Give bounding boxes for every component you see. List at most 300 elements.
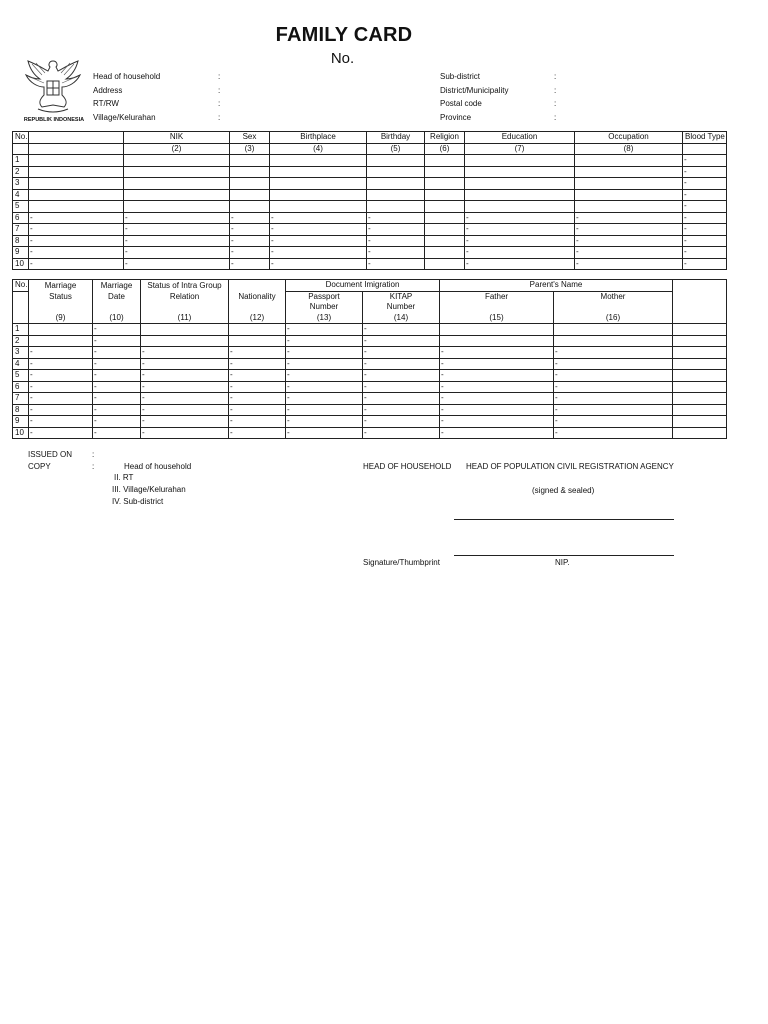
- column-number: (16): [554, 313, 673, 324]
- column-header: Passport: [286, 291, 363, 302]
- table-cell: [141, 324, 229, 336]
- column-header: Birthday: [367, 132, 425, 144]
- table-cell: [673, 393, 727, 405]
- family-status-table: [12, 279, 727, 439]
- table-cell: -: [286, 324, 363, 336]
- table-cell: -: [124, 247, 230, 259]
- table-cell: [465, 166, 575, 178]
- column-number: [683, 143, 727, 155]
- table-cell: -: [29, 370, 93, 382]
- column-header: Marriage: [29, 280, 93, 292]
- table-cell: -: [683, 201, 727, 213]
- column-number: (7): [465, 143, 575, 155]
- table-cell: [673, 358, 727, 370]
- table-row: [13, 416, 727, 428]
- table-cell: [367, 155, 425, 167]
- region-info-colons: [554, 70, 556, 124]
- table-cell: -: [286, 416, 363, 428]
- table-cell: -: [367, 258, 425, 270]
- household-info-labels: [93, 70, 160, 124]
- table-cell: [673, 324, 727, 336]
- table-cell: [575, 155, 683, 167]
- table-cell: -: [363, 358, 440, 370]
- table-cell: -: [575, 235, 683, 247]
- field-label: RT/RW: [93, 99, 119, 108]
- table-cell: [673, 347, 727, 359]
- table-cell: [229, 324, 286, 336]
- table-row: [13, 178, 727, 190]
- table-cell: -: [93, 335, 141, 347]
- table-cell: [29, 302, 93, 313]
- column-header: Marriage: [93, 280, 141, 292]
- table-cell: [673, 404, 727, 416]
- table-cell: [673, 335, 727, 347]
- table-cell: -: [141, 347, 229, 359]
- row-number: 8: [13, 404, 29, 416]
- table-cell: -: [363, 335, 440, 347]
- table-cell: [425, 178, 465, 190]
- table-cell: -: [29, 404, 93, 416]
- table-cell: [425, 258, 465, 270]
- column-number: (13): [286, 313, 363, 324]
- table-cell: [29, 143, 124, 155]
- table-cell: -: [440, 381, 554, 393]
- table-cell: [29, 178, 124, 190]
- table-header-row: [13, 291, 727, 302]
- column-number: (5): [367, 143, 425, 155]
- table-row: [13, 235, 727, 247]
- field-label: Head of household: [93, 72, 161, 81]
- agency-signature-title: HEAD OF POPULATION CIVIL REGISTRATION AGENCY: [466, 462, 674, 471]
- table-cell: -: [286, 347, 363, 359]
- field-label: District/Municipality: [440, 85, 509, 95]
- family-members-table: [12, 131, 727, 270]
- table-cell: [575, 178, 683, 190]
- table-cell: -: [29, 427, 93, 439]
- table-cell: [575, 201, 683, 213]
- table-cell: [13, 313, 29, 324]
- table-cell: [229, 280, 286, 292]
- column-header: Religion: [425, 132, 465, 144]
- table-row: [13, 427, 727, 439]
- table-cell: -: [29, 224, 124, 236]
- table-cell: -: [29, 235, 124, 247]
- column-header: Date: [93, 291, 141, 302]
- table-cell: -: [363, 324, 440, 336]
- table-cell: -: [440, 404, 554, 416]
- table-cell: -: [286, 358, 363, 370]
- table-cell: [425, 201, 465, 213]
- table-cell: [425, 155, 465, 167]
- table-row: [13, 247, 727, 259]
- table-cell: [425, 166, 465, 178]
- table-cell: -: [683, 178, 727, 190]
- table-cell: -: [229, 347, 286, 359]
- table-cell: -: [363, 370, 440, 382]
- column-header: Document Imigration: [286, 280, 440, 292]
- table-cell: -: [554, 427, 673, 439]
- table-cell: [425, 189, 465, 201]
- table-cell: [270, 189, 367, 201]
- table-cell: -: [440, 358, 554, 370]
- column-header: Number: [286, 302, 363, 313]
- table-cell: -: [554, 358, 673, 370]
- colon: :: [554, 85, 557, 95]
- table-cell: -: [367, 247, 425, 259]
- table-cell: -: [230, 247, 270, 259]
- table-cell: [465, 189, 575, 201]
- table-cell: [270, 178, 367, 190]
- table-cell: [440, 324, 554, 336]
- row-number: 4: [13, 358, 29, 370]
- field-label: Postal code: [440, 99, 482, 108]
- table-row: [13, 224, 727, 236]
- table-cell: -: [363, 347, 440, 359]
- column-number: (15): [440, 313, 554, 324]
- table-cell: [575, 166, 683, 178]
- issued-on-label: ISSUED ON: [28, 450, 73, 459]
- row-number: 6: [13, 212, 29, 224]
- table-cell: [230, 201, 270, 213]
- table-cell: [29, 155, 124, 167]
- table-row: [13, 393, 727, 405]
- column-header: Number: [363, 302, 440, 313]
- table-cell: [29, 324, 93, 336]
- table-cell: [425, 212, 465, 224]
- table-row: [13, 166, 727, 178]
- table-header-row: [13, 132, 727, 144]
- table-row: [13, 347, 727, 359]
- row-number: 2: [13, 335, 29, 347]
- signature-line: [454, 519, 674, 520]
- copy-item: Head of household: [124, 462, 192, 471]
- table-cell: -: [29, 258, 124, 270]
- table-cell: -: [230, 235, 270, 247]
- table-cell: -: [29, 247, 124, 259]
- column-number: (2): [124, 143, 230, 155]
- table-cell: [554, 302, 673, 313]
- table-row: [13, 324, 727, 336]
- table-cell: [29, 189, 124, 201]
- table-cell: [230, 155, 270, 167]
- column-number: (6): [425, 143, 465, 155]
- table-cell: -: [286, 335, 363, 347]
- table-cell: [465, 178, 575, 190]
- table-cell: -: [440, 416, 554, 428]
- table-row: [13, 370, 727, 382]
- table-cell: -: [124, 212, 230, 224]
- table-cell: [673, 280, 727, 292]
- table-cell: -: [229, 404, 286, 416]
- column-number-row: [13, 313, 727, 324]
- table-cell: -: [93, 324, 141, 336]
- row-number: 1: [13, 155, 29, 167]
- table-cell: [13, 291, 29, 302]
- copy-item: II. RT: [114, 473, 134, 482]
- column-header: Father: [440, 291, 554, 302]
- region-info-labels: [440, 70, 508, 124]
- table-cell: [230, 178, 270, 190]
- signature-thumbprint-label: Signature/Thumbprint: [363, 558, 440, 567]
- table-cell: [575, 189, 683, 201]
- table-cell: -: [270, 258, 367, 270]
- table-cell: [270, 166, 367, 178]
- table-cell: [230, 166, 270, 178]
- field-label: Sub-district: [440, 72, 481, 81]
- table-cell: -: [575, 224, 683, 236]
- table-cell: -: [229, 416, 286, 428]
- column-header: Blood Type: [683, 132, 727, 144]
- table-cell: -: [29, 381, 93, 393]
- table-cell: -: [465, 258, 575, 270]
- table-cell: [270, 201, 367, 213]
- table-cell: -: [270, 235, 367, 247]
- colon: :: [554, 112, 557, 122]
- table-cell: [425, 224, 465, 236]
- table-cell: -: [367, 224, 425, 236]
- row-number: 5: [13, 201, 29, 213]
- table-cell: -: [554, 381, 673, 393]
- column-number: (9): [29, 313, 93, 324]
- table-cell: -: [93, 370, 141, 382]
- copy-item: III. Village/Kelurahan: [112, 485, 186, 494]
- table-cell: [673, 416, 727, 428]
- table-cell: -: [93, 427, 141, 439]
- table-cell: [465, 155, 575, 167]
- table-cell: [141, 335, 229, 347]
- column-header: Education: [465, 132, 575, 144]
- table-cell: -: [230, 212, 270, 224]
- table-header-row: [13, 280, 727, 292]
- table-cell: -: [554, 370, 673, 382]
- table-cell: -: [363, 393, 440, 405]
- column-header: Mother: [554, 291, 673, 302]
- column-header: Status: [29, 291, 93, 302]
- table-cell: -: [683, 166, 727, 178]
- table-cell: [673, 370, 727, 382]
- row-number: 3: [13, 178, 29, 190]
- table-cell: [124, 166, 230, 178]
- table-cell: -: [683, 155, 727, 167]
- table-cell: -: [440, 393, 554, 405]
- table-cell: -: [124, 224, 230, 236]
- table-cell: -: [229, 381, 286, 393]
- table-row: [13, 335, 727, 347]
- table-cell: -: [93, 358, 141, 370]
- table-cell: -: [554, 404, 673, 416]
- table-cell: -: [29, 347, 93, 359]
- nip-label: NIP.: [555, 558, 570, 567]
- table-row: [13, 189, 727, 201]
- table-cell: [124, 155, 230, 167]
- table-cell: -: [363, 427, 440, 439]
- column-number: (3): [230, 143, 270, 155]
- table-cell: [29, 201, 124, 213]
- column-number: (10): [93, 313, 141, 324]
- table-cell: -: [440, 427, 554, 439]
- table-cell: [465, 201, 575, 213]
- table-cell: -: [141, 427, 229, 439]
- table-cell: -: [93, 404, 141, 416]
- table-cell: -: [230, 258, 270, 270]
- row-number: 10: [13, 427, 29, 439]
- table-cell: -: [270, 224, 367, 236]
- field-label: Province: [440, 112, 472, 122]
- column-header: NIK: [124, 132, 230, 144]
- table-cell: -: [286, 393, 363, 405]
- table-cell: [673, 427, 727, 439]
- table-cell: [124, 189, 230, 201]
- table-cell: -: [575, 247, 683, 259]
- table-cell: [425, 247, 465, 259]
- table-cell: -: [93, 393, 141, 405]
- table-cell: [673, 291, 727, 302]
- table-cell: -: [141, 404, 229, 416]
- table-cell: -: [465, 235, 575, 247]
- table-cell: [440, 335, 554, 347]
- table-cell: -: [29, 212, 124, 224]
- garuda-emblem-icon: [18, 55, 88, 125]
- table-cell: [270, 155, 367, 167]
- table-cell: -: [124, 258, 230, 270]
- table-cell: -: [683, 258, 727, 270]
- table-cell: [141, 302, 229, 313]
- row-number: 5: [13, 370, 29, 382]
- column-number: (12): [229, 313, 286, 324]
- column-header: No.: [13, 280, 29, 292]
- column-header: Parent's Name: [440, 280, 673, 292]
- table-cell: -: [229, 370, 286, 382]
- head-of-household-signature-title: HEAD OF HOUSEHOLD: [363, 462, 452, 471]
- table-cell: -: [93, 416, 141, 428]
- row-number: 2: [13, 166, 29, 178]
- table-cell: [367, 166, 425, 178]
- column-header: No.: [13, 132, 29, 144]
- table-cell: -: [683, 212, 727, 224]
- column-number: (14): [363, 313, 440, 324]
- row-number: 6: [13, 381, 29, 393]
- row-number: 4: [13, 189, 29, 201]
- table-cell: -: [229, 358, 286, 370]
- table-cell: [554, 324, 673, 336]
- table-cell: [367, 178, 425, 190]
- table-cell: -: [554, 393, 673, 405]
- column-header: Birthplace: [270, 132, 367, 144]
- table-cell: [13, 143, 29, 155]
- colon: :: [218, 72, 221, 81]
- row-number: 9: [13, 416, 29, 428]
- table-cell: [230, 189, 270, 201]
- column-header: Nationality: [229, 291, 286, 302]
- table-cell: [124, 178, 230, 190]
- table-row: [13, 201, 727, 213]
- colon: :: [554, 72, 557, 81]
- field-label: Address: [93, 85, 123, 95]
- table-cell: -: [440, 370, 554, 382]
- table-cell: [367, 189, 425, 201]
- row-number: 9: [13, 247, 29, 259]
- row-number: 7: [13, 393, 29, 405]
- table-header-row: [13, 302, 727, 313]
- table-row: [13, 381, 727, 393]
- colon: :: [92, 450, 95, 459]
- table-cell: [367, 201, 425, 213]
- table-cell: -: [270, 212, 367, 224]
- colon: :: [554, 99, 557, 108]
- column-number: (8): [575, 143, 683, 155]
- column-header: KITAP: [363, 291, 440, 302]
- table-cell: -: [124, 235, 230, 247]
- table-cell: -: [367, 212, 425, 224]
- column-header: Sex: [230, 132, 270, 144]
- table-cell: [673, 381, 727, 393]
- table-cell: -: [465, 212, 575, 224]
- table-cell: -: [141, 393, 229, 405]
- table-cell: -: [286, 370, 363, 382]
- table-cell: [673, 302, 727, 313]
- column-number: (11): [141, 313, 229, 324]
- table-cell: [229, 335, 286, 347]
- table-cell: [29, 166, 124, 178]
- field-label: Village/Kelurahan: [93, 112, 156, 122]
- table-cell: -: [363, 404, 440, 416]
- table-cell: -: [29, 416, 93, 428]
- table-cell: [554, 335, 673, 347]
- table-cell: -: [141, 381, 229, 393]
- colon: :: [92, 462, 95, 471]
- table-cell: -: [554, 416, 673, 428]
- table-cell: -: [363, 416, 440, 428]
- table-cell: -: [141, 370, 229, 382]
- column-header: Status of Intra Group: [141, 280, 229, 292]
- table-cell: -: [363, 381, 440, 393]
- table-cell: [440, 302, 554, 313]
- table-cell: -: [230, 224, 270, 236]
- colon: :: [218, 112, 221, 122]
- table-cell: -: [683, 247, 727, 259]
- table-cell: -: [683, 224, 727, 236]
- table-cell: -: [367, 235, 425, 247]
- column-header: Relation: [141, 291, 229, 302]
- table-row: [13, 358, 727, 370]
- table-cell: -: [683, 189, 727, 201]
- table-row: [13, 155, 727, 167]
- row-number: 1: [13, 324, 29, 336]
- column-number-row: [13, 143, 727, 155]
- table-cell: -: [93, 347, 141, 359]
- row-number: 10: [13, 258, 29, 270]
- table-cell: -: [465, 247, 575, 259]
- row-number: 7: [13, 224, 29, 236]
- signed-sealed-note: (signed & sealed): [532, 486, 595, 495]
- table-cell: -: [29, 358, 93, 370]
- table-cell: -: [465, 224, 575, 236]
- column-header: Occupation: [575, 132, 683, 144]
- table-cell: -: [286, 381, 363, 393]
- table-cell: -: [683, 235, 727, 247]
- card-number-label: No.: [330, 50, 355, 67]
- colon: :: [218, 99, 221, 108]
- table-cell: -: [575, 258, 683, 270]
- column-number: (4): [270, 143, 367, 155]
- table-cell: -: [229, 393, 286, 405]
- table-cell: [229, 302, 286, 313]
- table-cell: -: [440, 347, 554, 359]
- table-cell: -: [93, 381, 141, 393]
- table-cell: [29, 132, 124, 144]
- table-cell: [13, 302, 29, 313]
- table-cell: -: [286, 427, 363, 439]
